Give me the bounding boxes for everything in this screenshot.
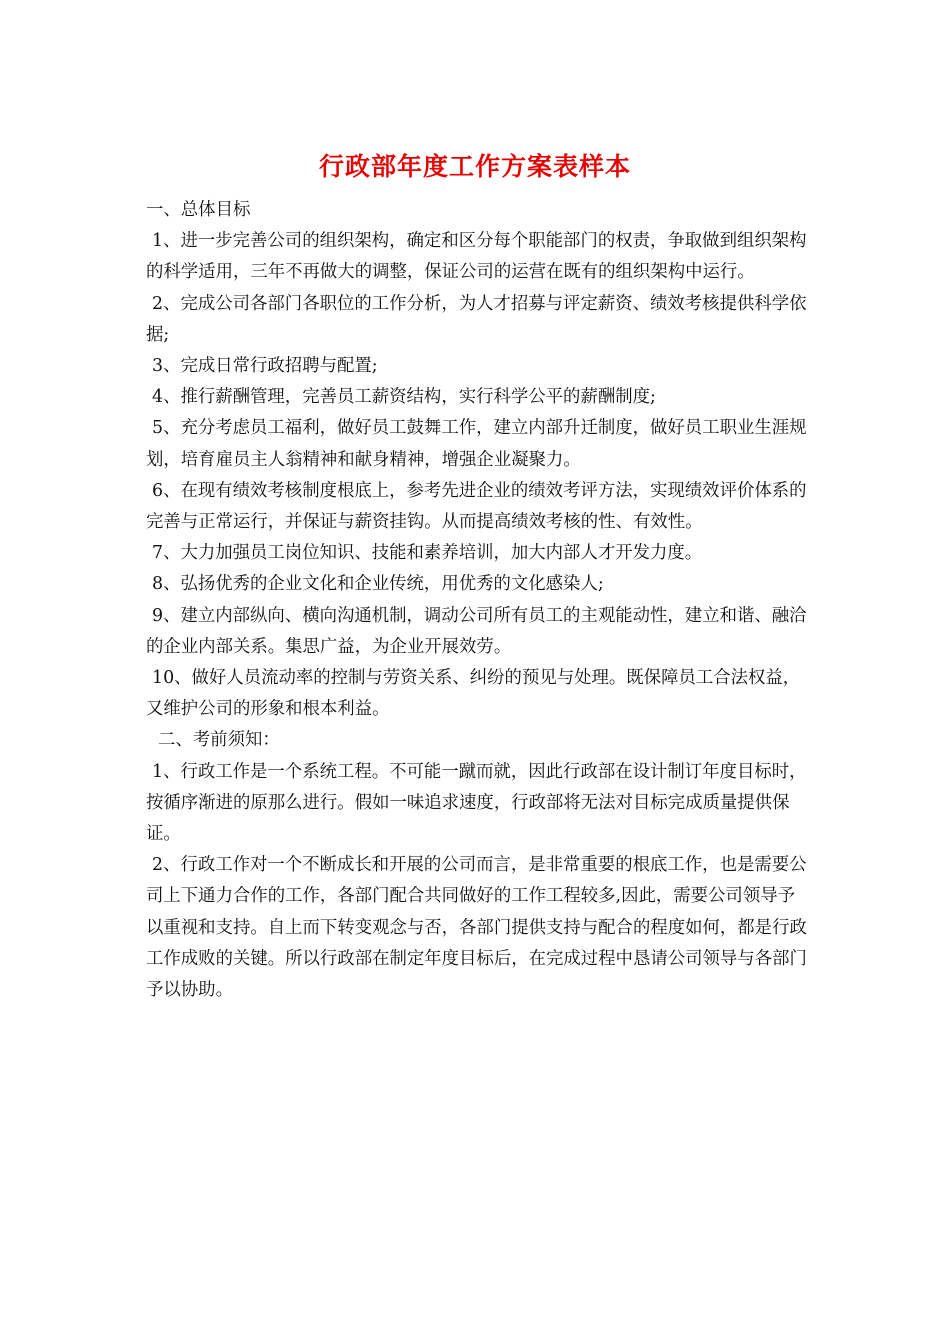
section-heading-notes: 二、考前须知： — [158, 730, 280, 751]
note-item-1: 1、行政工作是一个系统工程。不可能一蹴而就，因此行政部在设计制订年度目标时，按循序渐进的原那么进行。假如一味追求速度，行政部将无法对目标完成质量提供保证。 — [146, 761, 807, 845]
goal-item-8: 8、弘扬优秀的企业文化和企业传统，用优秀的文化感染人; — [152, 574, 604, 595]
goal-item-2: 2、完成公司各部门各职位的工作分析，为人才招募与评定薪资、绩效考核提供科学依据; — [146, 293, 807, 345]
section-heading-goals: 一、总体目标 — [146, 200, 251, 220]
goal-item-7: 7、大力加强员工岗位知识、技能和素养培训，加大内部人才开发力度。 — [152, 543, 703, 564]
document-title: 行政部年度工作方案表样本 — [318, 152, 631, 181]
goal-item-5: 5、充分考虑员工福利，做好员工鼓舞工作，建立内部升迁制度，做好员工职业生涯规划，培育雇员主人翁精神和献身精神，增强企业凝聚力。 — [146, 418, 807, 470]
document-body — [146, 195, 810, 1006]
goal-item-3: 3、完成日常行政招聘与配置; — [152, 356, 378, 377]
goal-item-10: 10、做好人员流动率的控制与劳资关系、纠纷的预见与处理。既保障员工合法权益，又维护公司的形象和根本利益。 — [146, 668, 801, 720]
goal-item-4: 4、推行薪酬管理，完善员工薪资结构，实行科学公平的薪酬制度; — [152, 387, 656, 408]
goal-item-1: 1、进一步完善公司的组织架构，确定和区分每个职能部门的权责，争取做到组织架构的科学适用，三年不再做大的调整，保证公司的运营在既有的组织架构中运行。 — [146, 231, 807, 283]
note-item-2: 2、行政工作对一个不断成长和开展的公司而言，是非常重要的根底工作，也是需要公司上下通力合作的工作，各部门配合共同做好的工作工程较多,因此，需要公司领导予以重视和支持。自上而下转变观念与否，各部门提供支持与配合的程度如何，都是行政工作成败的关键。所以行政部在制定年度目标后，在完成过程中恳请公司领导与各部门予以协助。 — [146, 855, 807, 1001]
goal-item-9: 9、建立内部纵向、横向沟通机制，调动公司所有员工的主观能动性，建立和谐、融洽的企业内部关系。集思广益，为企业开展效劳。 — [146, 605, 807, 657]
goal-item-6: 6、在现有绩效考核制度根底上，参考先进企业的绩效考评方法，实现绩效评价体系的完善与正常运行，并保证与薪资挂钩。从而提高绩效考核的性、有效性。 — [146, 480, 807, 533]
